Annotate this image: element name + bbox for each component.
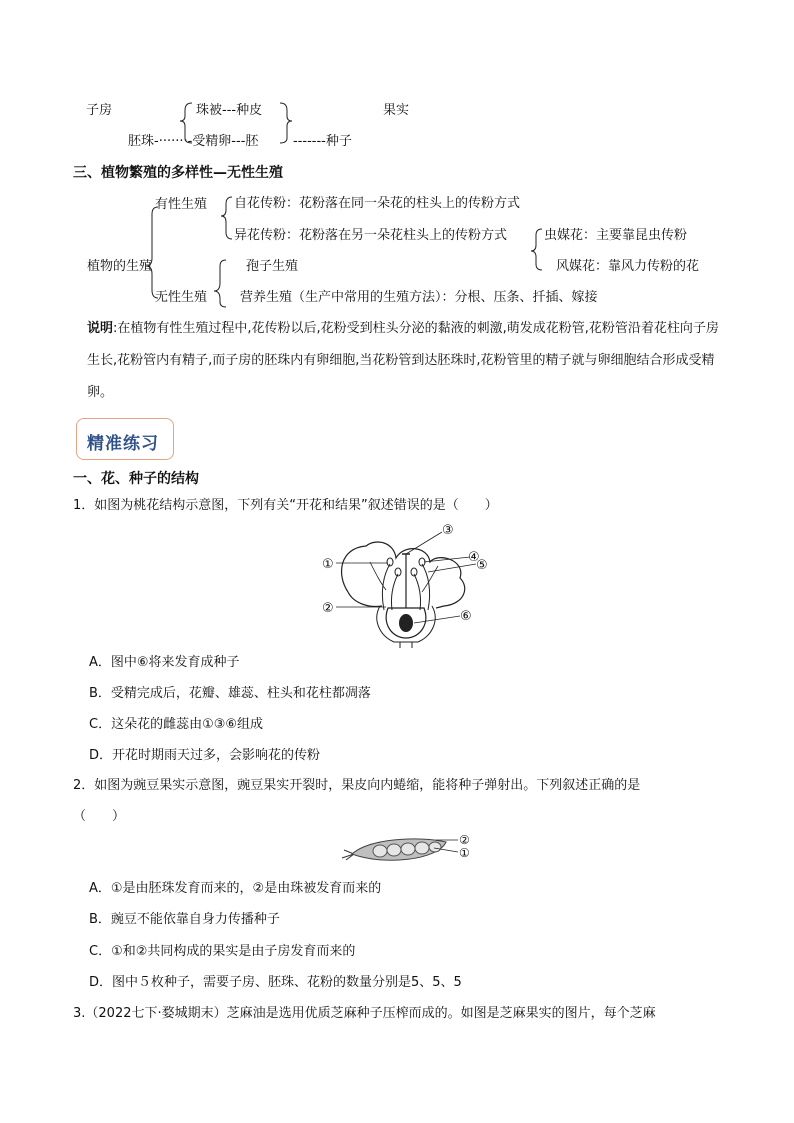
note-paragraph [87, 313, 727, 409]
q1-figure-label: ① [322, 557, 334, 572]
q1-figure-label: ③ [442, 523, 454, 538]
q2-figure-label: ① [459, 846, 470, 860]
wind-pollinated-flower: 风媒花：靠风力传粉的花 [556, 259, 700, 274]
peach-flower-figure [310, 520, 500, 648]
seed-label: -------种子 [293, 134, 352, 149]
q1-option-a: A．图中⑥将来发育成种子 [89, 655, 240, 670]
section3-heading: 三、植物繁殖的多样性—无性生殖 [73, 165, 283, 181]
asexual-reproduction: 无性生殖 [155, 290, 208, 305]
q3-stem: 3.（2022七下·婺城期末）芝麻油是选用优质芝麻种子压榨而成的。如图是芝麻果实的图片，每个芝麻 [73, 1006, 656, 1021]
spore-reproduction: 孢子生殖 [246, 259, 299, 274]
q1-figure-label: ⑥ [460, 609, 472, 624]
insect-pollinated-flower: 虫媒花：主要靠昆虫传粉 [544, 228, 688, 243]
note-text: :在植物有性生殖过程中,花传粉以后,花粉受到柱头分泌的黏液的刺激,萌发成花粉管,花粉管沿着花柱向子房生长,花粉管内有精子,而子房的胚珠内有卵细胞,当花粉管到达胚珠时,花粉管里的精子就与卵细胞结合形成受精卵。 [87, 321, 719, 400]
q1-stem: 1．如图为桃花结构示意图，下列有关“开花和结果”叙述错误的是（ ） [73, 498, 498, 513]
note-label: 说明 [87, 321, 114, 336]
pea-pod-figure [340, 830, 480, 868]
q1-figure-label: ⑤ [476, 558, 488, 573]
q2-option-d: D．图中５枚种子，需要子房、胚珠、花粉的数量分别是5、5、5 [89, 975, 462, 990]
vegetative-reproduction: 营养生殖（生产中常用的生殖方法）：分根、压条、扦插、嫁接 [240, 290, 598, 305]
self-pollination: 自花传粉：花粉落在同一朵花的柱头上的传粉方式 [234, 196, 521, 211]
practice-badge-label: 精准练习 [87, 434, 159, 454]
sexual-reproduction: 有性生殖 [155, 197, 208, 212]
q2-option-a: A．①是由胚珠发育而来的，②是由珠被发育而来的 [89, 881, 382, 896]
exercise-section-heading: 一、花、种子的结构 [73, 471, 199, 487]
ovule-label: 胚珠-·······-受精卵---胚 [128, 134, 259, 149]
q1-figure-label: ④ [468, 550, 480, 565]
cross-pollination: 异花传粉：花粉落在另一朵花柱头上的传粉方式 [234, 228, 508, 243]
q2-option-b: B．豌豆不能依靠自身力传播种子 [89, 912, 280, 927]
q1-figure-label: ② [322, 601, 334, 616]
reproduction-root: 植物的生殖 [87, 259, 153, 274]
q1-option-b: B．受精完成后，花瓣、雄蕊、柱头和花柱都凋落 [89, 686, 371, 701]
ovary-label: 子房 [86, 103, 113, 118]
practice-badge [76, 418, 174, 460]
q1-option-d: D．开花时期雨天过多，会影响花的传粉 [89, 748, 321, 763]
q2-paren: （ ） [73, 809, 126, 824]
q2-figure-label: ② [459, 833, 470, 847]
integument-label: 珠被---种皮 [196, 103, 263, 118]
fruit-label: 果实 [383, 103, 410, 118]
q1-option-c: C．这朵花的雌蕊由①③⑥组成 [89, 717, 264, 732]
q2-option-c: C．①和②共同构成的果实是由子房发育而来的 [89, 944, 356, 959]
q2-stem: 2．如图为豌豆果实示意图，豌豆果实开裂时，果皮向内蜷缩，能将种子弹射出。下列叙述正确的是 [73, 778, 641, 793]
